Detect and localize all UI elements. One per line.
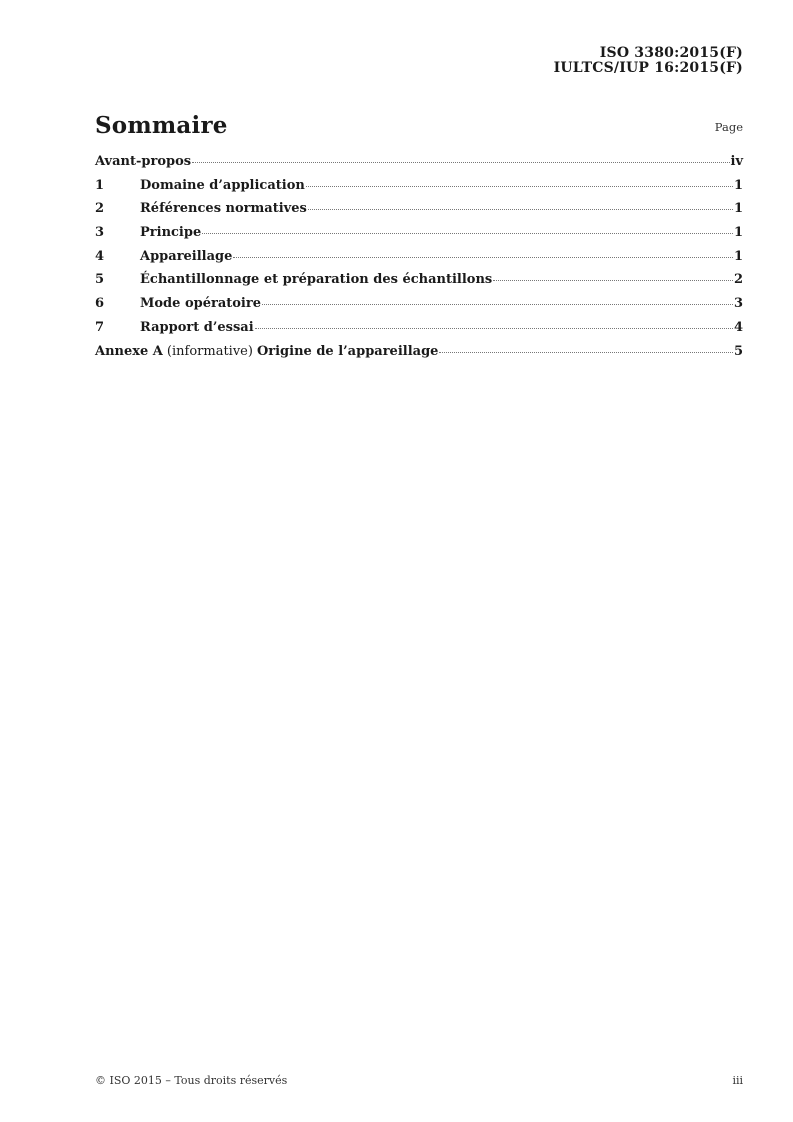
copyright-notice: © ISO 2015 – Tous droits réservés <box>95 1074 288 1087</box>
toc-leader-dots <box>262 304 733 305</box>
page-number: iii <box>732 1074 743 1087</box>
annex-qualifier: (informative) <box>166 343 253 359</box>
toc-entry-6[interactable] <box>95 296 743 320</box>
toc-entry-1[interactable] <box>95 178 743 202</box>
toc-entry-5[interactable] <box>95 272 743 296</box>
toc-entry-number: 2 <box>95 201 105 217</box>
toc-leader-dots <box>233 257 733 258</box>
toc-entry-title: Mode opératoire <box>140 296 261 312</box>
toc-entry-title: Échantillonnage et préparation des échantillons <box>140 272 493 288</box>
toc-heading-row <box>95 112 743 142</box>
toc-entry-title: Rapport d’essai <box>140 319 254 335</box>
toc-entry-page: 5 <box>733 343 743 359</box>
toc-leader-dots <box>439 352 733 353</box>
toc-entry-2[interactable] <box>95 201 743 225</box>
document-id-iultcs: IULTCS/IUP 16:2015(F) <box>553 60 743 76</box>
toc-entry-annex-a[interactable] <box>95 344 743 368</box>
toc-entry-page: 1 <box>733 225 743 241</box>
toc-entry-number: 7 <box>95 319 105 335</box>
toc-entry-title: Principe <box>140 225 202 241</box>
toc-leader-dots <box>192 162 729 163</box>
toc-entry-page: 1 <box>733 177 743 193</box>
annex-label: Annexe A <box>95 343 163 359</box>
toc-leader-dots <box>493 280 733 281</box>
toc-entry-title: Références normatives <box>140 201 307 217</box>
page-title: Sommaire <box>95 112 228 139</box>
toc-entry-avant-propos[interactable] <box>95 154 743 178</box>
toc-entry-number: 6 <box>95 296 105 312</box>
document-id-iso: ISO 3380:2015(F) <box>599 45 743 61</box>
toc-entry-page: 2 <box>733 272 743 288</box>
toc-entry-number: 1 <box>95 177 105 193</box>
table-of-contents <box>95 154 743 367</box>
toc-entry-title: Appareillage <box>140 248 233 264</box>
toc-entry-4[interactable] <box>95 249 743 273</box>
annex-title: Origine de l’appareillage <box>256 343 439 359</box>
toc-entry-page: 1 <box>733 201 743 217</box>
toc-entry-page: 1 <box>733 248 743 264</box>
toc-leader-dots <box>306 186 733 187</box>
toc-entry-3[interactable] <box>95 225 743 249</box>
toc-leader-dots <box>308 209 733 210</box>
page-column-label: Page <box>714 120 743 134</box>
toc-entry-title: Domaine d’application <box>140 177 305 193</box>
toc-leader-dots <box>202 233 733 234</box>
toc-entry-title: Avant-propos <box>95 154 192 169</box>
toc-entry-page: 3 <box>733 296 743 312</box>
toc-entry-number: 5 <box>95 272 105 288</box>
toc-entry-number: 3 <box>95 225 105 241</box>
toc-leader-dots <box>255 328 733 329</box>
document-header <box>554 46 743 76</box>
toc-entry-7[interactable] <box>95 320 743 344</box>
toc-entry-page: iv <box>730 154 743 169</box>
toc-entry-page: 4 <box>733 319 743 335</box>
toc-entry-number: 4 <box>95 248 105 264</box>
